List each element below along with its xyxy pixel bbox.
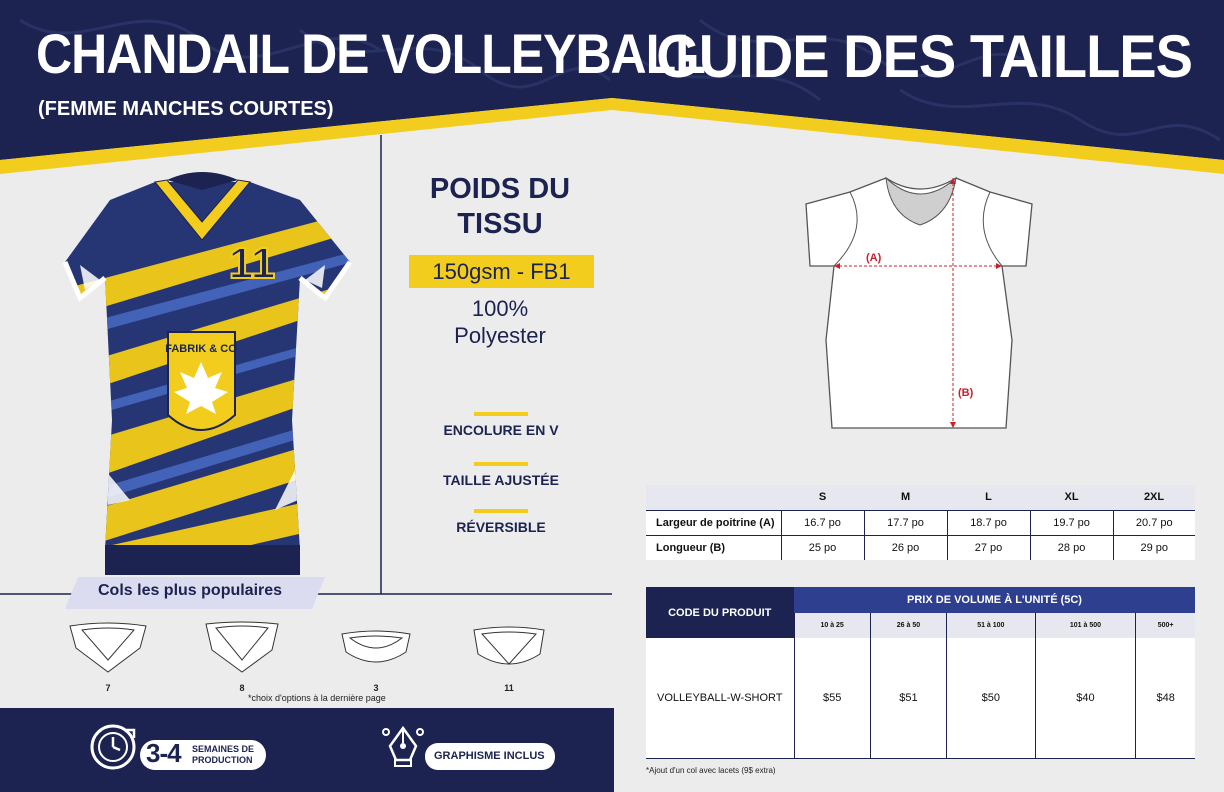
size-header-row — [646, 485, 1195, 510]
price-header-row — [646, 587, 1195, 613]
fabric-weight-value: 150gsm - FB1 — [409, 255, 594, 288]
jersey-number: 11 — [228, 239, 276, 288]
options-note: *choix d'options à la dernière page — [248, 693, 386, 703]
collar-7-icon — [66, 620, 150, 676]
size-header: S — [781, 485, 864, 510]
size-guide-title: GUIDE DES TAILLES — [656, 21, 1192, 90]
production-badge — [140, 740, 266, 770]
table-row — [646, 638, 1195, 758]
measure-a-label: (A) — [866, 252, 882, 264]
size-header: 2XL — [1113, 485, 1195, 510]
volume-header: PRIX DE VOLUME À L'UNITÉ (5C) — [794, 587, 1195, 613]
size-cell: 27 po — [947, 535, 1030, 560]
size-header: L — [947, 485, 1030, 510]
collar-number: 8 — [239, 683, 245, 693]
graphics-badge — [425, 743, 555, 770]
table-row — [646, 510, 1195, 535]
collar-number: 11 — [504, 683, 514, 693]
collar-3-icon — [338, 628, 414, 672]
tier-cell: 26 à 50 — [870, 613, 946, 638]
price-cell: $40 — [1035, 638, 1136, 758]
lace-collar-footnote: *Ajout d'un col avec lacets (9$ extra) — [646, 766, 776, 775]
feature-bar — [474, 462, 528, 466]
production-label-line1: SEMAINES DE — [192, 744, 255, 754]
feature-label: ENCOLURE EN V — [443, 422, 559, 438]
size-cell: 17.7 po — [864, 510, 947, 535]
feature-label: TAILLE AJUSTÉE — [443, 472, 559, 488]
pen-tool-icon — [380, 722, 426, 770]
clock-icon — [88, 722, 138, 772]
size-cell: 20.7 po — [1113, 510, 1195, 535]
size-header-blank — [646, 485, 781, 510]
page-title: CHANDAIL DE VOLLEYBALL — [36, 22, 705, 86]
measure-b-label: (B) — [958, 387, 974, 399]
product-code: VOLLEYBALL-W-SHORT — [646, 638, 794, 758]
price-cell: $55 — [794, 638, 870, 758]
price-cell: $50 — [947, 638, 1035, 758]
fabric-material — [385, 295, 615, 349]
feature-reversible — [400, 509, 602, 535]
size-cell: 29 po — [1113, 535, 1195, 560]
size-header: XL — [1030, 485, 1113, 510]
collar-11-icon — [470, 624, 548, 674]
material-percent: 100% — [471, 296, 529, 321]
collar-number: 3 — [373, 683, 379, 693]
feature-fitted — [400, 462, 602, 488]
size-cell: 16.7 po — [781, 510, 864, 535]
collar-8-icon — [202, 620, 282, 676]
size-cell: 28 po — [1030, 535, 1113, 560]
feature-label: RÉVERSIBLE — [456, 519, 546, 535]
tier-cell: 101 à 500 — [1035, 613, 1136, 638]
size-cell: 25 po — [781, 535, 864, 560]
row-label: Longueur (B) — [646, 535, 781, 560]
tier-cell: 500+ — [1136, 613, 1195, 638]
feature-bar — [474, 509, 528, 513]
feature-v-neck — [400, 412, 602, 438]
size-table — [646, 485, 1195, 560]
size-cell: 18.7 po — [947, 510, 1030, 535]
tier-cell: 51 à 100 — [947, 613, 1035, 638]
size-cell: 19.7 po — [1030, 510, 1113, 535]
fabric-weight-title: POIDS DU TISSU — [429, 173, 571, 240]
row-label: Largeur de poitrine (A) — [646, 510, 781, 535]
production-label-line2: PRODUCTION — [192, 755, 253, 765]
tier-cell: 10 à 25 — [794, 613, 870, 638]
size-header: M — [864, 485, 947, 510]
page-subtitle: (FEMME MANCHES COURTES) — [38, 98, 334, 120]
price-cell: $48 — [1136, 638, 1195, 758]
crest-text: FABRIK & CO — [165, 343, 237, 355]
production-weeks: 3-4 — [146, 738, 181, 768]
collar-number: 7 — [105, 683, 111, 693]
size-cell: 26 po — [864, 535, 947, 560]
graphics-label: GRAPHISME INCLUS — [434, 750, 545, 762]
feature-bar — [474, 412, 528, 416]
popular-collars-label: Cols les plus populaires — [98, 582, 283, 599]
table-row — [646, 535, 1195, 560]
code-header: CODE DU PRODUIT — [646, 587, 794, 638]
price-table — [646, 587, 1195, 759]
price-cell: $51 — [870, 638, 946, 758]
jersey-image — [60, 170, 360, 575]
measurement-diagram — [800, 170, 1040, 440]
material-name: Polyester — [454, 323, 546, 348]
